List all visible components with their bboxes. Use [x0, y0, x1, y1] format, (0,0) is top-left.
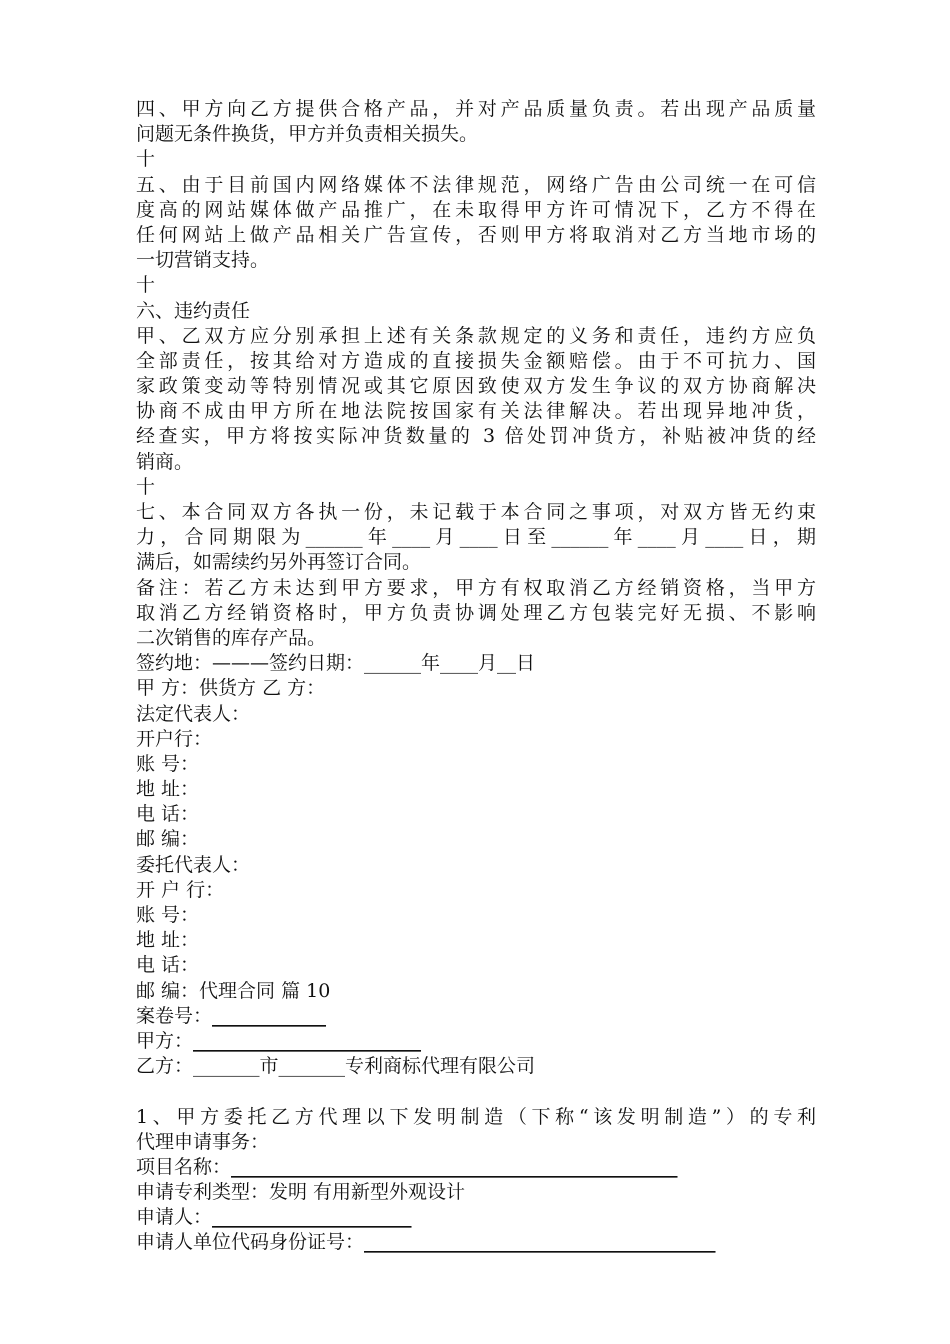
item-1-line-2: 代理申请事务：: [136, 1130, 270, 1153]
bank-field-2: 开 户 行：: [136, 878, 225, 901]
clause-6-line-6: 销商。: [136, 450, 194, 473]
phone-field-2: 电 话：: [136, 954, 200, 977]
clause-6-heading: 六、违约责任: [136, 299, 251, 322]
clause-4-line-2: 问题无条件换货，甲方并负责相关损失。: [136, 123, 479, 146]
bank-field: 开户行：: [136, 727, 213, 750]
remark-line-1: 备注：若乙方未达到甲方要求，甲方有权取消乙方经销资格，当甲方: [136, 576, 816, 599]
party-a-label: 甲方：: [136, 1029, 194, 1052]
clause-6-line-3: 家政策变动等特别情况或其它原因致使双方发生争议的双方协商解决: [136, 375, 816, 398]
clause-5-line-4: 一切营销支持。: [136, 249, 270, 272]
party-a-blank: ________________________: [193, 1029, 422, 1052]
clause-5-line-1: 五、由于目前国内网络媒体不法律规范，网络广告由公司统一在可信: [136, 173, 816, 196]
clause-7-line-3: 满后，如需续约另外再签订合同。: [136, 551, 422, 574]
separator-mark: 十: [136, 475, 156, 498]
clause-5-line-3: 任何网站上做产品相关广告宣传，否则甲方将取消对乙方当地市场的: [136, 223, 816, 246]
legal-representative-field: 法定代表人：: [136, 702, 251, 725]
applicant-field: [136, 1205, 816, 1230]
address-field-2: 地 址：: [136, 929, 200, 952]
separator-mark: 十: [136, 148, 156, 171]
patent-type-field: 申请专利类型：发明 有用新型外观设计: [136, 1181, 466, 1204]
postcode-field-2: 邮 编：代理合同 篇 10: [136, 979, 331, 1002]
applicant-blank: _____________________: [212, 1206, 412, 1229]
phone-field: 电 话：: [136, 803, 200, 826]
applicant-id-label: 申请人单位代码身份证号：: [136, 1231, 365, 1254]
applicant-label: 申请人：: [136, 1206, 213, 1229]
project-name-label: 项目名称：: [136, 1155, 232, 1178]
contract-page: [136, 97, 816, 1256]
signing-place-date: 签约地：———签约日期：______年____月__日: [136, 652, 536, 675]
address-field: 地 址：: [136, 778, 200, 801]
clause-4-line-1: 四、甲方向乙方提供合格产品，并对产品质量负责。若出现产品质量: [136, 98, 816, 120]
separator-mark: 十: [136, 274, 156, 297]
remark-line-2: 取消乙方经销资格时，甲方负责协调处理乙方包装完好无损、不影响: [136, 601, 816, 624]
party-b-field: 乙方：_______市_______专利商标代理有限公司: [136, 1055, 536, 1078]
blank-line: [136, 1079, 816, 1104]
clause-7-line-1: 七、本合同双方各执一份，未记载于本合同之事项，对双方皆无约束: [136, 501, 816, 523]
party-a-field: [136, 1029, 816, 1054]
project-name-blank: _______________________________________________: [231, 1155, 678, 1178]
remark-line-3: 二次销售的库存产品。: [136, 626, 327, 649]
clause-5-line-2: 度高的网站媒体做产品推广，在未取得甲方许可情况下，乙方不得在: [136, 198, 816, 221]
project-name-field: [136, 1155, 816, 1180]
case-number-field: [136, 1004, 816, 1029]
clause-6-line-4: 协商不成由甲方所在地法院按国家有关法律解决。若出现异地冲货，: [136, 400, 816, 423]
applicant-id-field: [136, 1230, 816, 1255]
account-field: 账 号：: [136, 752, 200, 775]
applicant-id-blank: _____________________________________: [364, 1231, 716, 1254]
parties-line: 甲 方：供货方 乙 方：: [136, 677, 326, 700]
case-number-label: 案卷号：: [136, 1004, 213, 1027]
clause-7-line-2: 力，合同期限为______年____月____日至______年____月____日，期: [136, 526, 816, 549]
item-1-line-1: 1、甲方委托乙方代理以下发明制造（下称“该发明制造”）的专利: [136, 1105, 816, 1128]
clause-6-line-5: 经查实，甲方将按实际冲货数量的 3 倍处罚冲货方，补贴被冲货的经: [136, 425, 816, 448]
postcode-field: 邮 编：: [136, 828, 200, 851]
account-field-2: 账 号：: [136, 904, 200, 926]
clause-6-line-1: 甲、乙双方应分别承担上述有关条款规定的义务和责任，违约方应负: [136, 324, 816, 347]
clause-6-line-2: 全部责任，按其给对方造成的直接损失金额赔偿。由于不可抗力、国: [136, 349, 816, 372]
authorized-representative-field: 委托代表人：: [136, 853, 251, 876]
case-number-blank: ____________: [212, 1004, 327, 1027]
